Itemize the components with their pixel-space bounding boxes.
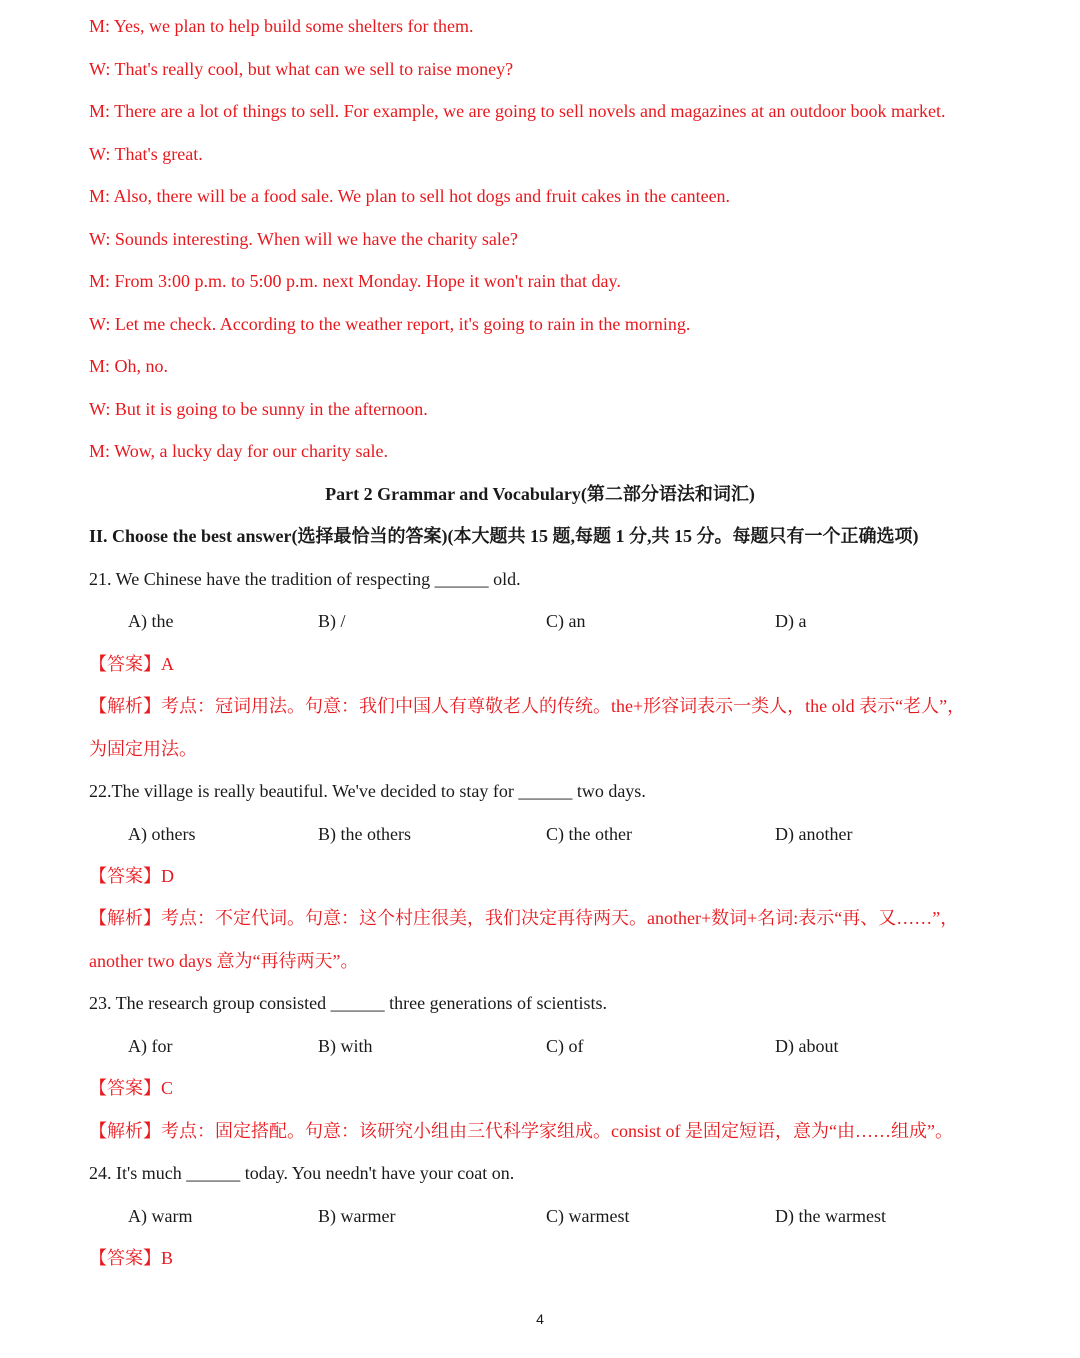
question-stem: 24. It's much ______ today. You needn't have your coat on. (89, 1163, 515, 1183)
option-c: C) an (546, 611, 586, 631)
dialogue-line: W: But it is going to be sunny in the afternoon. (89, 399, 428, 419)
analysis-line: 【解析】考点：固定搭配。句意：该研究小组由三代科学家组成。consist of 是固定短语，意为“由……组成”。 (89, 1121, 953, 1141)
option-d: D) a (775, 611, 807, 631)
dialogue-line: W: That's really cool, but what can we sell to raise money? (89, 59, 514, 79)
dialogue-line: M: From 3:00 p.m. to 5:00 p.m. next Monday. Hope it won't rain that day. (89, 271, 621, 291)
question-stem: 23. The research group consisted ______ three generations of scientists. (89, 993, 608, 1013)
option-c: C) warmest (546, 1206, 630, 1226)
answer-line: 【答案】B (89, 1248, 174, 1268)
option-a: A) for (128, 1036, 173, 1056)
dialogue-line: M: Wow, a lucky day for our charity sale. (89, 441, 388, 461)
question-stem: 21. We Chinese have the tradition of respecting ______ old. (89, 569, 521, 589)
part-title: Part 2 Grammar and Vocabulary(第二部分语法和词汇) (325, 484, 755, 504)
analysis-line: another two days 意为“再待两天”。 (89, 951, 359, 971)
option-d: D) the warmest (775, 1206, 886, 1226)
analysis-line: 为固定用法。 (89, 739, 197, 759)
dialogue-line: M: Yes, we plan to help build some shelters for them. (89, 16, 474, 36)
option-d: D) about (775, 1036, 839, 1056)
dialogue-line: W: Let me check. According to the weather report, it's going to rain in the morning. (89, 314, 691, 334)
option-b: B) with (318, 1036, 373, 1056)
analysis-line: 【解析】考点：冠词用法。句意：我们中国人有尊敬老人的传统。the+形容词表示一类人，the old 表示“老人”， (89, 696, 966, 716)
option-a: A) the (128, 611, 174, 631)
question-stem: 22.The village is really beautiful. We've decided to stay for ______ two days. (89, 781, 646, 801)
option-c: C) of (546, 1036, 584, 1056)
option-a: A) warm (128, 1206, 193, 1226)
dialogue-line: M: Oh, no. (89, 356, 169, 376)
option-b: B) warmer (318, 1206, 396, 1226)
page-number: 4 (536, 1311, 544, 1327)
option-c: C) the other (546, 824, 632, 844)
dialogue-line: W: That's great. (89, 144, 203, 164)
answer-line: 【答案】D (89, 866, 174, 886)
dialogue-line: M: Also, there will be a food sale. We plan to sell hot dogs and fruit cakes in the canteen. (89, 186, 731, 206)
analysis-line: 【解析】考点：不定代词。句意：这个村庄很美，我们决定再待两天。another+数词+名词:表示“再、又……”， (89, 908, 959, 928)
dialogue-line: W: Sounds interesting. When will we have the charity sale? (89, 229, 518, 249)
option-b: B) the others (318, 824, 411, 844)
answer-line: 【答案】C (89, 1078, 174, 1098)
dialogue-line: M: There are a lot of things to sell. For example, we are going to sell novels and magazines at an outdoor book market. (89, 101, 946, 121)
option-d: D) another (775, 824, 853, 844)
answer-line: 【答案】A (89, 654, 174, 674)
option-b: B) / (318, 611, 346, 631)
section-title: II. Choose the best answer(选择最恰当的答案)(本大题共 15 题,每题 1 分,共 15 分。每题只有一个正确选项) (89, 526, 919, 546)
option-a: A) others (128, 824, 196, 844)
